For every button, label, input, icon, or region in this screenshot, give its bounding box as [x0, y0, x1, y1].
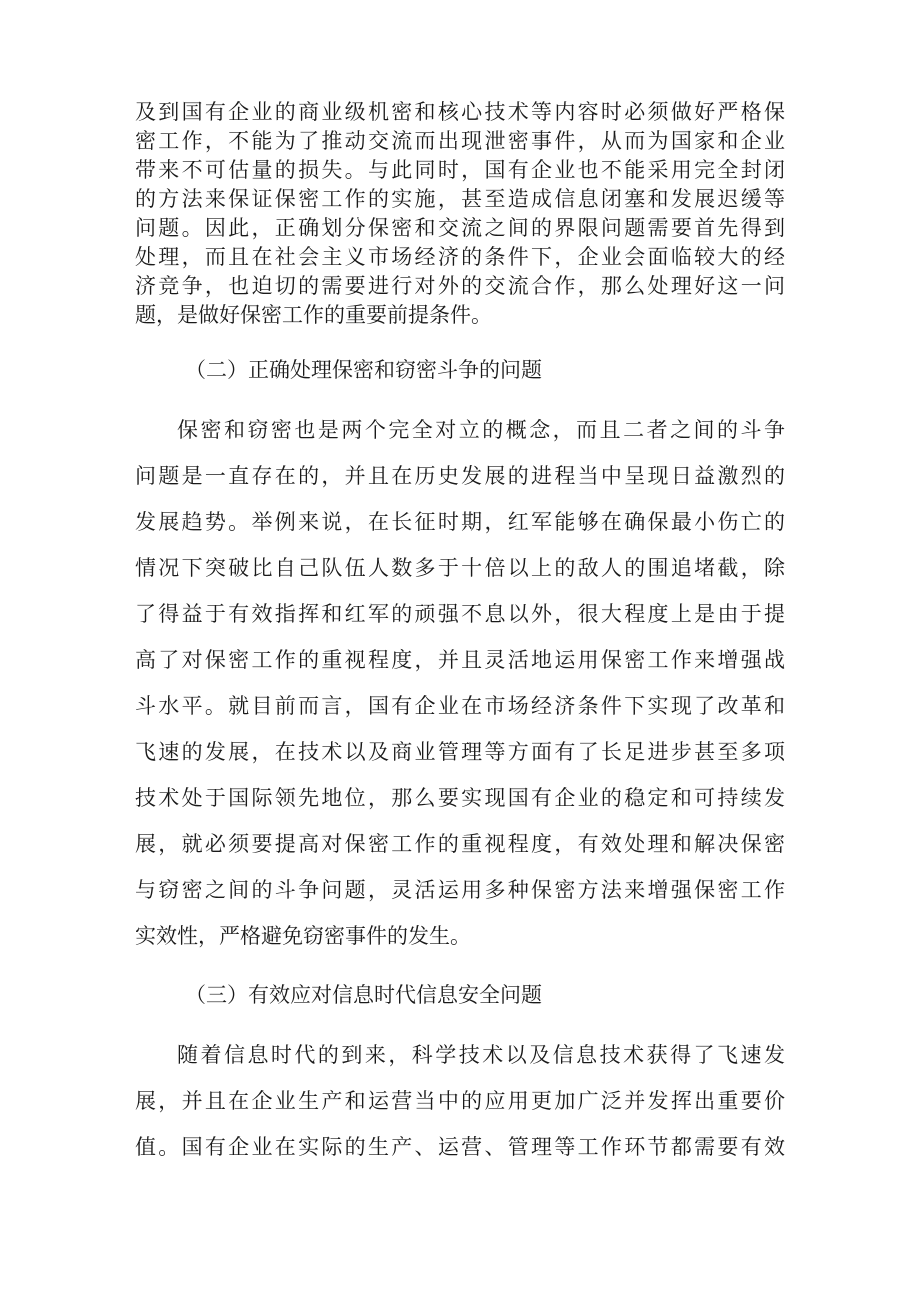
paragraph-line: 情况下突破比自己队伍人数多于十倍以上的敌人的围追堵截，除 [135, 556, 785, 580]
paragraph-line: 技术处于国际领先地位，那么要实现国有企业的稳定和可持续发 [135, 786, 785, 810]
paragraph-line: 斗水平。就目前而言，国有企业在市场经济条件下实现了改革和 [135, 694, 785, 718]
paragraph-line: 带来不可估量的损失。与此同时，国有企业也不能采用完全封闭 [135, 158, 785, 182]
paragraph-line: 发展趋势。举例来说，在长征时期，红军能够在确保最小伤亡的 [135, 510, 785, 534]
paragraph-line: 展，并且在企业生产和运营当中的应用更加广泛并发挥出重要价 [135, 1089, 785, 1113]
paragraph-line: 题，是做好保密工作的重要前提条件。 [135, 303, 492, 327]
paragraph-line: 飞速的发展，在技术以及商业管理等方面有了长足进步甚至多项 [135, 740, 785, 764]
paragraph-line: 问题是一直存在的，并且在历史发展的进程当中呈现日益激烈的 [135, 464, 785, 488]
paragraph-line: 值。国有企业在实际的生产、运营、管理等工作环节都需要有效 [135, 1135, 785, 1159]
paragraph-line: 随着信息时代的到来，科学技术以及信息技术获得了飞速发 [177, 1043, 785, 1067]
section-heading: （二）正确处理保密和窃密斗争的问题 [185, 358, 542, 382]
section-heading: （三）有效应对信息时代信息安全问题 [185, 983, 542, 1007]
paragraph-line: 及到国有企业的商业级机密和核心技术等内容时必须做好严格保 [135, 100, 785, 124]
paragraph-line: 济竞争，也迫切的需要进行对外的交流合作，那么处理好这一问 [135, 274, 785, 298]
paragraph-line: 的方法来保证保密工作的实施，甚至造成信息闭塞和发展迟缓等 [135, 187, 785, 211]
paragraph-line: 展，就必须要提高对保密工作的重视程度，有效处理和解决保密 [135, 832, 785, 856]
paragraph-line: 密工作，不能为了推动交流而出现泄密事件，从而为国家和企业 [135, 129, 785, 153]
paragraph-line: 处理，而且在社会主义市场经济的条件下，企业会面临较大的经 [135, 245, 785, 269]
paragraph-line: 保密和窃密也是两个完全对立的概念，而且二者之间的斗争 [177, 418, 785, 442]
paragraph-line: 实效性，严格避免窃密事件的发生。 [135, 924, 471, 948]
paragraph-line: 问题。因此，正确划分保密和交流之间的界限问题需要首先得到 [135, 216, 785, 240]
paragraph-line: 与窃密之间的斗争问题，灵活运用多种保密方法来增强保密工作 [135, 878, 785, 902]
paragraph-line: 了得益于有效指挥和红军的顽强不息以外，很大程度上是由于提 [135, 602, 785, 626]
paragraph-line: 高了对保密工作的重视程度，并且灵活地运用保密工作来增强战 [135, 648, 785, 672]
